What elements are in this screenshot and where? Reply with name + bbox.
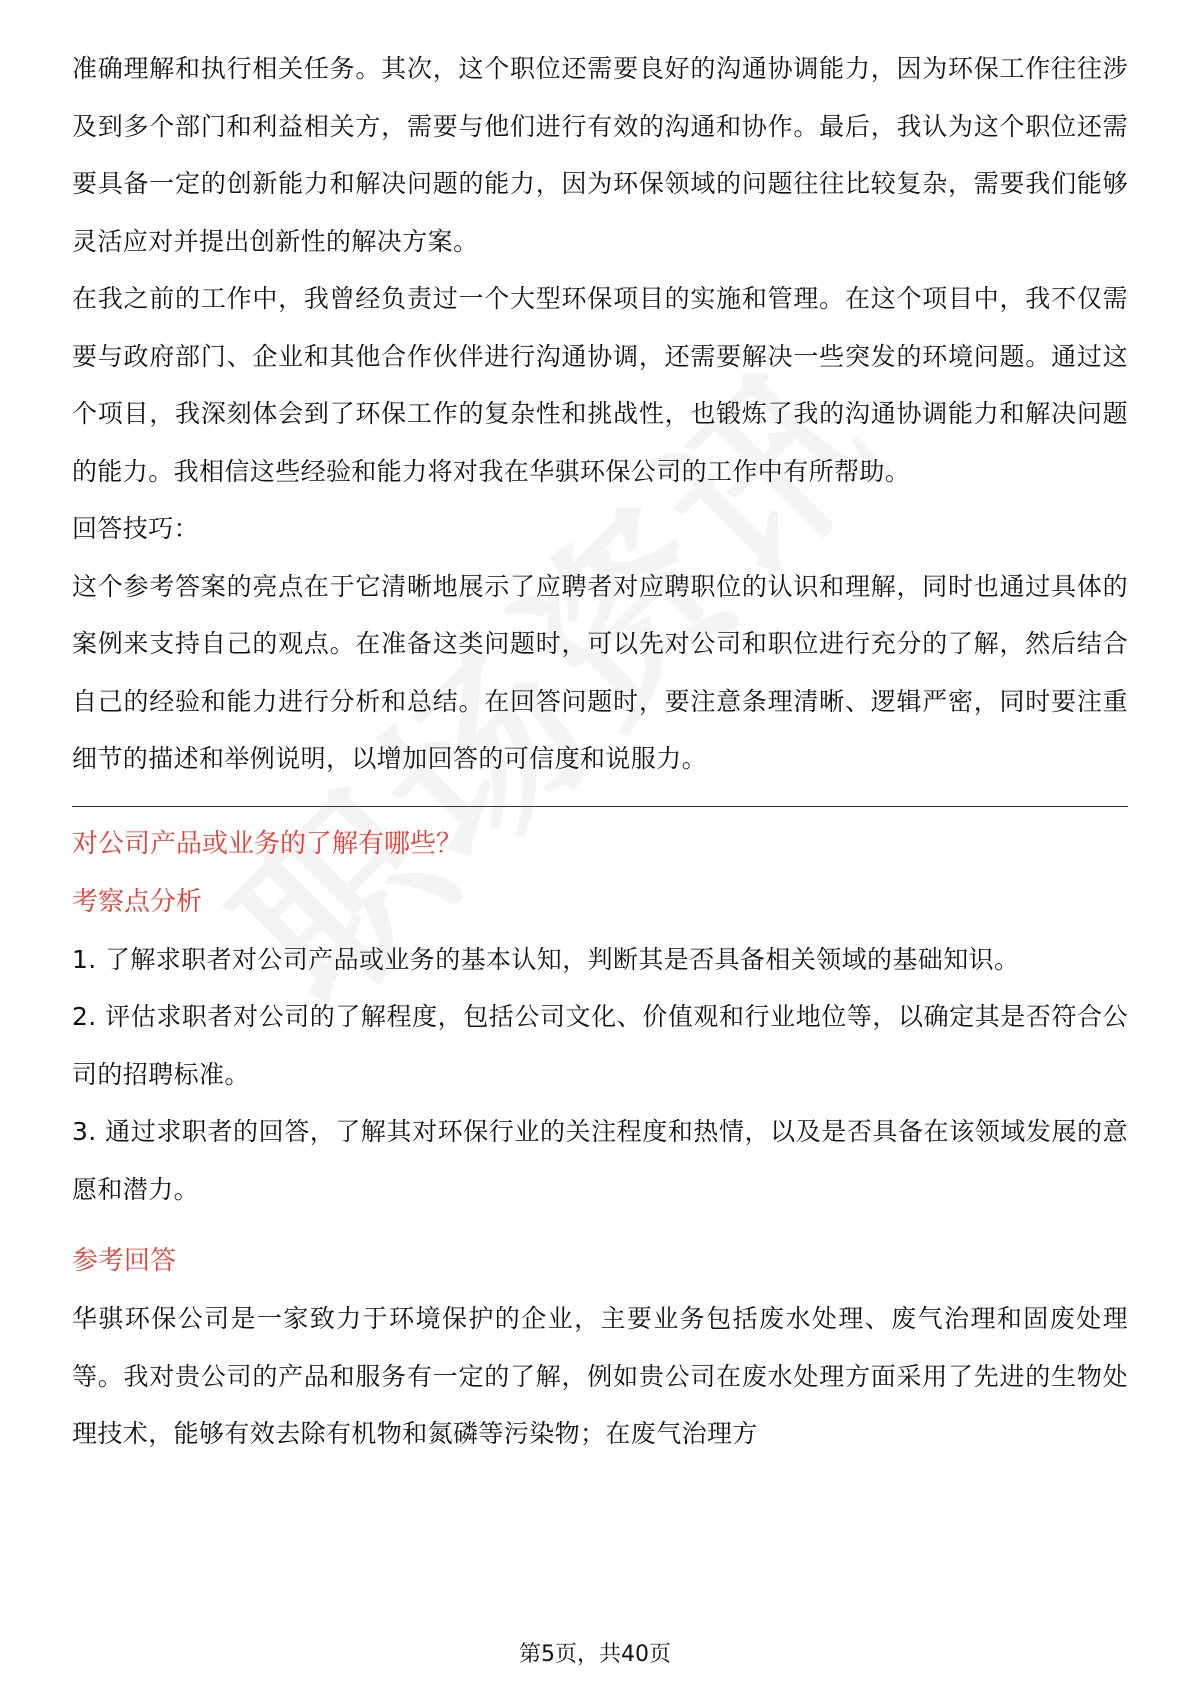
spacer (72, 1218, 1128, 1232)
question-heading: 对公司产品或业务的了解有哪些？ (72, 828, 463, 859)
answer-heading: 参考回答 (72, 1246, 177, 1276)
analysis-item-3: 3. 通过求职者的回答，了解其对环保行业的关注程度和热情，以及是否具备在该领域发展的意愿和潜力。 (72, 1117, 1128, 1204)
analysis-item-2: 2. 评估求职者对公司的了解程度，包括公司文化、价值观和行业地位等，以确定其是否符合公司的招聘标准。 (72, 1002, 1128, 1089)
page-footer: 第5页，共40页 (519, 1642, 671, 1667)
tips-text: 这个参考答案的亮点在于它清晰地展示了应聘者对应聘职位的认识和理解，同时也通过具体的案例来支持自己的观点。在准备这类问题时，可以先对公司和职位进行充分的了解，然后结合自己的经验和能力进行分析和总结。在回答问题时，要注意条理清晰、逻辑严密，同时要注重细节的描述和举例说明，以增加回答的可信度和说服力。 (72, 571, 1128, 773)
tips-label: 回答技巧： (72, 514, 200, 543)
section-divider (72, 806, 1128, 807)
intro-paragraph-1: 准确理解和执行相关任务。其次，这个职位还需要良好的沟通协调能力，因为环保工作往往涉及到多个部门和利益相关方，需要与他们进行有效的沟通和协作。最后，我认为这个职位还需要具备一定的创新能力和解决问题的能力，因为环保领域的问题往往比较复杂，需要我们能够灵活应对并提出创新性的解决方案。 (72, 54, 1128, 256)
analysis-item-1: 1. 了解求职者对公司产品或业务的基本认知，判断其是否具备相关领域的基础知识。 (72, 944, 1020, 974)
intro-paragraph-2: 在我之前的工作中，我曾经负责过一个大型环保项目的实施和管理。在这个项目中，我不仅需要与政府部门、企业和其他合作伙伴进行沟通协调，还需要解决一些突发的环境问题。通过这个项目，我深刻体会到了环保工作的复杂性和挑战性，也锻炼了我的沟通协调能力和解决问题的能力。我相信这些经验和能力将对我在华骐环保公司的工作中有所帮助。 (72, 284, 1128, 486)
document-page (72, 40, 1128, 1463)
answer-text: 华骐环保公司是一家致力于环境保护的企业，主要业务包括废水处理、废气治理和固废处理等。我对贵公司的产品和服务有一定的了解，例如贵公司在废水处理方面采用了先进的生物处理技术，能够有效去除有机物和氮磷等污染物；在废气治理方 (72, 1304, 1128, 1448)
analysis-heading: 考察点分析 (72, 886, 203, 917)
